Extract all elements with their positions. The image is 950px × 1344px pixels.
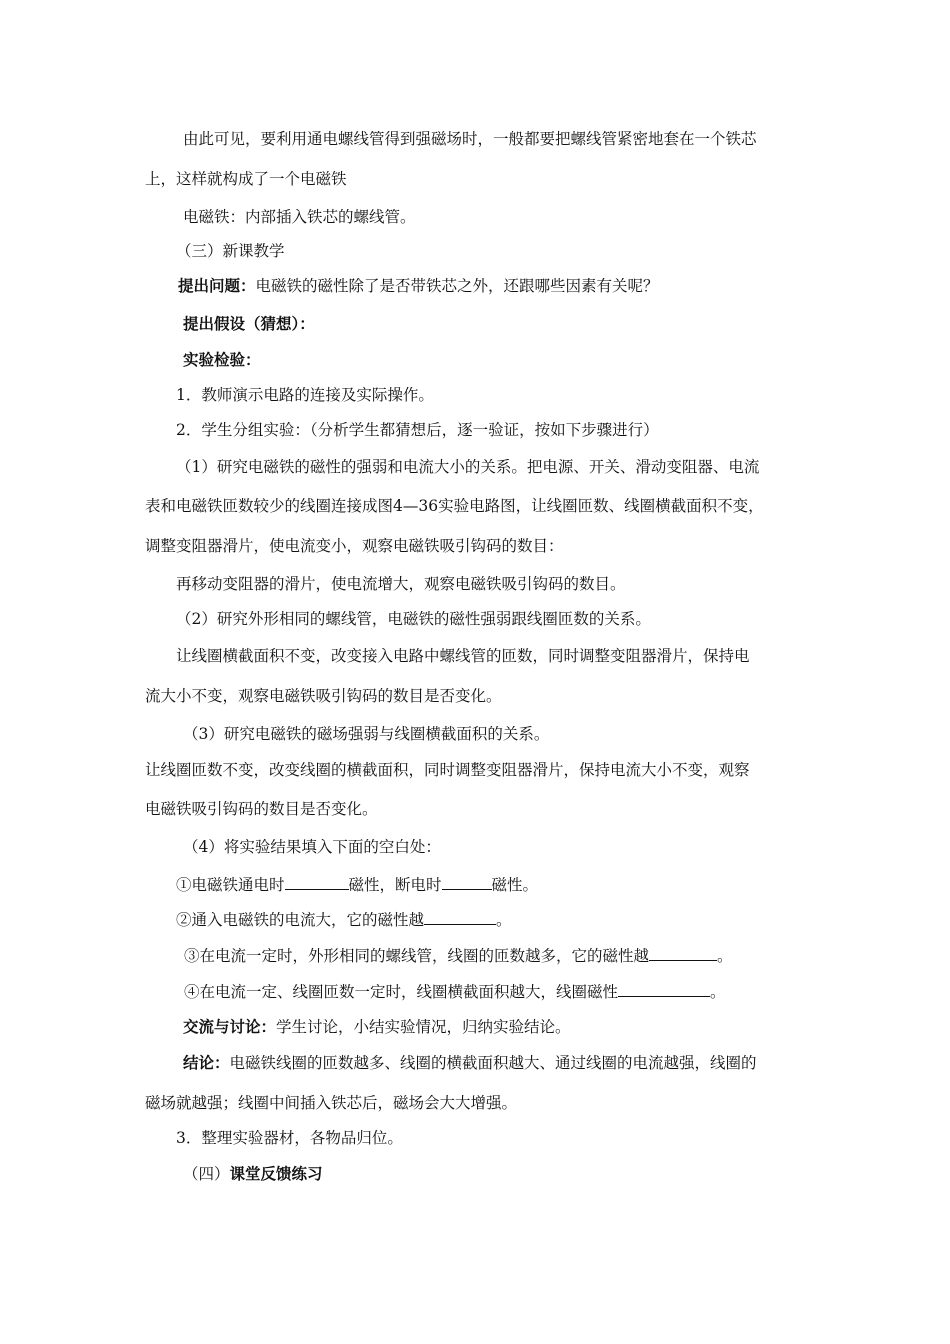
fill-blank-2[interactable] — [442, 873, 492, 890]
experiment-3-line-1: 让线圈匝数不变，改变线圈的横截面积，同时调整变阻器滑片，保持电流大小不变，观察 — [145, 761, 750, 779]
heading-experiment: 实验检验： — [183, 350, 261, 369]
fill-item-4-part-a: ④在电流一定、线圈匝数一定时，线圈横截面积越大，线圈磁性 — [184, 983, 619, 1001]
experiment-2-line-2: 流大小不变，观察电磁铁吸引钩码的数目是否变化。 — [145, 687, 502, 705]
fill-blank-4[interactable] — [649, 944, 717, 961]
paragraph-1-cont: 上，这样就构成了一个电磁铁 — [145, 170, 347, 188]
heading-hypothesis: 提出假设（猜想）： — [183, 314, 315, 333]
experiment-2-line-1: 让线圈横截面积不变，改变接入电路中螺线管的匝数，同时调整变阻器滑片，保持电 — [176, 647, 750, 665]
question-text: 电磁铁的磁性除了是否带铁芯之外，还跟哪些因素有关呢？ — [255, 277, 659, 295]
label-question: 提出问题： — [178, 276, 256, 295]
section-heading-feedback — [183, 1163, 323, 1185]
experiment-1-line-4: 再移动变阻器的滑片，使电流增大，观察电磁铁吸引钩码的数目。 — [176, 575, 626, 593]
fill-item-1-part-b: 磁性，断电时 — [348, 876, 442, 894]
paragraph-conclusion-cont: 磁场就越强；线圈中间插入铁芯后，磁场会大大增强。 — [145, 1094, 518, 1112]
step-3: 3．整理实验器材，各物品归位。 — [176, 1129, 403, 1147]
fill-blank-5[interactable] — [618, 980, 710, 997]
fill-item-2-part-b: 。 — [496, 911, 512, 929]
fill-item-3-part-a: ③在电流一定时，外形相同的螺线管，线圈的匝数越多，它的磁性越 — [184, 947, 650, 965]
fill-item-1 — [176, 873, 538, 896]
discussion-text: 学生讨论，小结实验情况，归纳实验结论。 — [276, 1018, 571, 1036]
step-1: 1．教师演示电路的连接及实际操作。 — [176, 386, 434, 404]
conclusion-text: 电磁铁线圈的匝数越多、线圈的横截面积越大、通过线圈的电流越强，线圈的 — [229, 1054, 757, 1072]
experiment-2-heading: （2）研究外形相同的螺线管，电磁铁的磁性强弱跟线圈匝数的关系。 — [176, 610, 651, 628]
paragraph-1: 由此可见，要利用通电螺线管得到强磁场时，一般都要把螺线管紧密地套在一个铁芯 — [183, 130, 757, 148]
label-discussion: 交流与讨论： — [183, 1017, 277, 1036]
fill-item-3-part-b: 。 — [717, 947, 733, 965]
section-heading-new-lesson: （三）新课教学 — [176, 242, 285, 260]
label-conclusion: 结论： — [183, 1053, 230, 1072]
experiment-1-line-1: （1）研究电磁铁的磁性的强弱和电流大小的关系。把电源、开关、滑动变阻器、电流 — [176, 458, 760, 476]
experiment-1-line-2: 表和电磁铁匝数较少的线圈连接成图4—36实验电路图，让线圈匝数、线圈横截面积不变， — [145, 497, 764, 515]
experiment-3-line-2: 电磁铁吸引钩码的数目是否变化。 — [145, 800, 378, 818]
feedback-number: （四） — [183, 1165, 230, 1183]
paragraph-conclusion — [183, 1052, 757, 1074]
fill-blank-1[interactable] — [285, 873, 349, 890]
fill-item-1-part-a: ①电磁铁通电时 — [176, 876, 285, 894]
fill-item-2 — [176, 908, 512, 931]
experiment-3-heading: （3）研究电磁铁的磁场强弱与线圈横截面积的关系。 — [183, 725, 550, 743]
fill-item-4-part-b: 。 — [710, 983, 726, 1001]
feedback-title: 课堂反馈练习 — [229, 1164, 323, 1183]
paragraph-electromagnet-def: 电磁铁：内部插入铁芯的螺线管。 — [183, 208, 416, 226]
experiment-4-heading: （4）将实验结果填入下面的空白处： — [183, 838, 441, 856]
fill-blank-3[interactable] — [424, 908, 496, 925]
experiment-1-line-3: 调整变阻器滑片，使电流变小，观察电磁铁吸引钩码的数目： — [145, 537, 564, 555]
fill-item-4 — [184, 980, 726, 1003]
fill-item-2-part-a: ②通入电磁铁的电流大，它的磁性越 — [176, 911, 425, 929]
paragraph-question — [178, 275, 659, 297]
fill-item-3 — [184, 944, 733, 967]
fill-item-1-part-c: 磁性。 — [491, 876, 539, 894]
paragraph-discussion — [183, 1016, 571, 1038]
step-2: 2．学生分组实验：（分析学生都猜想后，逐一验证，按如下步骤进行） — [176, 421, 659, 439]
